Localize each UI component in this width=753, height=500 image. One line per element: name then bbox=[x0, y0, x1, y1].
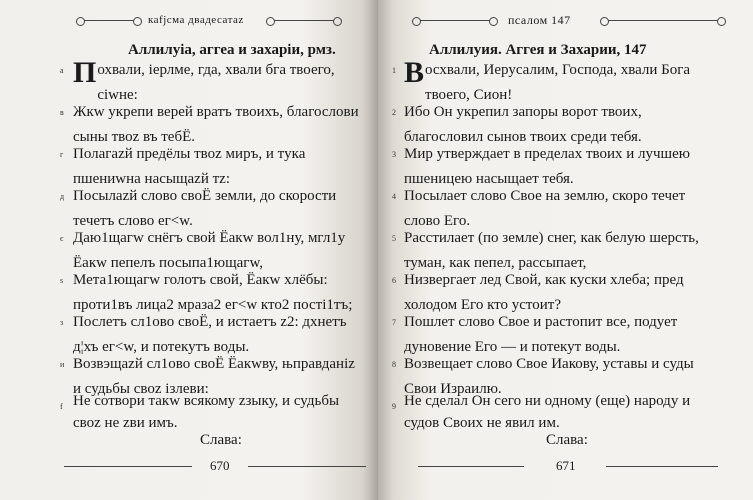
verse-number: f bbox=[60, 402, 63, 411]
left-page-number: 670 bbox=[210, 458, 230, 473]
verse-number: є bbox=[60, 234, 64, 243]
verse-number: 2 bbox=[392, 108, 396, 117]
right-verse-6: Низвергает лед Свой, как куски хлеба; пред холодом Его кто устоит? bbox=[404, 272, 684, 313]
left-verse-4: Посылazй слово своЁ земли, до скорости течетъ слово ег<w. bbox=[73, 188, 337, 229]
drop-cap: П bbox=[73, 56, 97, 89]
header-ornament-left bbox=[84, 20, 134, 21]
right-page-header: псалом 147 bbox=[508, 13, 571, 27]
right-verse-3: Мир утверждает в пределах твоих и лучшею пшеницею насыщает тебя. bbox=[404, 146, 690, 187]
left-verse-7: Послетъ сл1ово своЁ, и истаетъ z2: дхнетъ д¦хъ ег<w, и потекутъ воды. bbox=[73, 314, 347, 355]
left-verse-9: Не сотвори такw всякому zзыку, и судьбы своz не zви имъ. bbox=[73, 393, 340, 431]
right-verse-2: Ибо Он укрепил запоры ворот твоих, благословил сынов твоих среди тебя. bbox=[404, 104, 642, 145]
verse-number: 7 bbox=[392, 318, 396, 327]
footer-rule-left bbox=[64, 466, 192, 467]
left-verse-3: Полагazй предёлы твоz миръ, и тyка пшениwна насыщazй тz: bbox=[73, 146, 306, 187]
right-page-number: 671 bbox=[556, 458, 576, 473]
right-slava: Слава: bbox=[546, 432, 588, 448]
right-page bbox=[378, 0, 753, 500]
left-verse-6: Мета1ющагw голотъ свой, Ёакw хлёбы: проти1въ лица2 мраза2 ег<w кто2 пості1тъ; bbox=[73, 272, 353, 313]
verse-number: 9 bbox=[392, 402, 396, 411]
right-verse-5: Расстилает (по земле) снег, как белую шерсть, туман, как пепел, рассыпает, bbox=[404, 230, 699, 271]
verse-number: 5 bbox=[392, 234, 396, 243]
footer-rule-right bbox=[248, 466, 366, 467]
verse-text: охвали, іерлме, гда, хвали бга твоего, сіwне: bbox=[97, 62, 335, 103]
verse-number: а bbox=[60, 66, 64, 75]
verse-number: 4 bbox=[392, 192, 396, 201]
right-verse-4: Посылает слово Свое на землю, скоро течет слово Его. bbox=[404, 188, 686, 229]
left-verse-2: Жкw укрепи верей вратъ твоихъ, благослови сыны твоz въ тебЁ. bbox=[73, 104, 359, 145]
verse-number: ѕ bbox=[60, 276, 64, 285]
left-page-header: каfjсма двадесатаz bbox=[148, 14, 244, 26]
drop-cap: В bbox=[404, 56, 425, 89]
verse-number: 1 bbox=[392, 66, 396, 75]
left-verse-5: Даю1щагw снёгъ свой Ёакw вол1ну, мгл1у Ёакw пепелъ посыпа1ющагw, bbox=[73, 230, 346, 271]
verse-number: з bbox=[60, 318, 64, 327]
verse-number: 6 bbox=[392, 276, 396, 285]
left-slava: Слава: bbox=[200, 432, 242, 448]
verse-number: и bbox=[60, 360, 65, 369]
right-verse-8: Возвещает слово Свое Иакову, уставы и суды Свои Израилю. bbox=[404, 356, 694, 397]
left-verse-8: Возвэщazй сл1ово своЁ Ёакwву, њправданіz и судьбы своz ізлеви: bbox=[73, 356, 355, 397]
left-psalm-title: Аллилyіа, аггеа и захаріи, рмз. bbox=[128, 42, 336, 58]
footer-rule-left bbox=[418, 466, 524, 467]
verse-number: 8 bbox=[392, 360, 396, 369]
right-verse-7: Пошлет слово Свое и растопит все, подует дуновение Его — и потекут воды. bbox=[404, 314, 678, 355]
footer-rule-right bbox=[606, 466, 718, 467]
header-ornament-left bbox=[420, 20, 490, 21]
verse-number: 3 bbox=[392, 150, 396, 159]
verse-text: осхвали, Иерусалим, Господа, хвали Бога твоего, Сион! bbox=[425, 62, 691, 103]
verse-number: д bbox=[60, 192, 65, 201]
header-ornament-right bbox=[608, 20, 718, 21]
right-verse-9: Не сделал Он сего ни одному (еще) народу и судов Своих не явил им. bbox=[404, 393, 691, 431]
verse-number: в bbox=[60, 108, 64, 117]
verse-number: г bbox=[60, 150, 64, 159]
header-ornament-right bbox=[274, 20, 334, 21]
right-psalm-title: Аллилуия. Аггея и Захарии, 147 bbox=[429, 42, 647, 58]
